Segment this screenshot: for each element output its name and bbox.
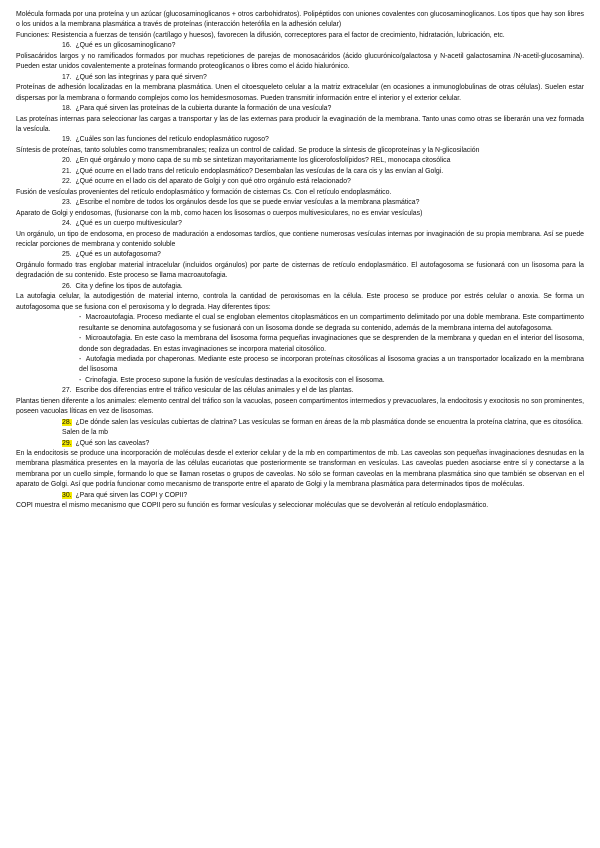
question-26 [16,282,584,292]
question-19 [16,135,584,145]
question-number: 23. [62,199,72,207]
question-17 [16,73,584,83]
answer-25: Orgánulo formado tras englobar material intracelular (incluidos orgánulos) por parte de cisternas de retículo endoplasmático. El autofagosoma se fusionará con un lisosoma para la degradación de su contenido. Este proceso se llama macroautofagia. [16,261,584,280]
question-text: ¿Qué es un glicosaminoglicano? [75,42,176,50]
question-18 [16,104,584,114]
autophagy-type-chaperone: - Autofagia mediada por chaperonas. Mediante este proceso se incorporan proteínas citosólicas al lisosoma gracias a un transportador localizado en la membrana del lisosoma [79,355,584,374]
question-number: 19. [62,136,72,144]
question-text: ¿Qué son las caveolas? [75,439,150,447]
answer-24: Un orgánulo, un tipo de endosoma, en proceso de maduración a endosomas tardíos, que contiene numerosas vesículas internas por invaginación de su propia membrana. Así se puede reciclar porciones de membrana y contenido soluble [16,230,584,248]
answer-16: Polisacáridos largos y no ramificados formados por muchas repeticiones de parejas de monosacáridos (ácido glucurónico/galactosa y N-acetil galactosamina /N-acetil-glucosamina). Pueden estar unidos covalentemente a proteínas formando proteoglicanos o libres como el ácido hialurónico. [16,52,584,71]
question-text: ¿Qué es un autofagosoma? [75,251,161,259]
question-number: 18. [62,105,72,113]
answer-28: Las vesículas se forman en áreas de la mb plasmática donde se encuentra la proteína clatrina, que es citosólica. Salen de la mb [62,418,583,437]
question-22 [16,177,584,187]
question-text: ¿Escribe el nombre de todos los orgánulos desde los que se puede enviar vesículas a la membrana plasmática? [75,199,420,207]
question-number: 16. [62,42,72,50]
autophagy-type-macro: - Macroautofagia. Proceso mediante el cual se engloban elementos citoplasmáticos en un compartimento delimitado por una doble membrana. Este compartimento resultante se denomina autofagosoma y se fusionará con un lisosoma donde se degrada su contenido, además de la membrana interna del autofagosoma. [79,314,584,332]
answer-29: En la endocitosis se produce una incorporación de moléculas desde el exterior celular y de la mb en compartimentos de mb. Las caveolas son pequeñas invaginaciones desnudas en la membrana plasmática presentes en la mayoría de las células eucariotas que posteriormente se transforman en vesículas. Las caveolas pueden asociarse entre sí y conectarse a la membrana por un cuello simple, formando lo que se llaman rosetas o grupos de caveolas. No sólo se forman caveolas en la membrana plasmática sino que también se observan en el aparato de Golgi. Así que podría funcionar como mecanismo de transporte entre el aparato de Golgi y la membrana plasmática para determinados tipos de moléculas. [16,450,584,489]
question-text: Escribe dos diferencias entre el tráfico vesicular de las células animales y el de las plantas. [75,387,354,395]
question-number: 17. [62,73,72,81]
question-24 [16,219,584,229]
question-21 [16,167,584,177]
answer-30: COPI muestra el mismo mecanismo que COPII pero su función es formar vesículas y seleccionar moléculas que se devolverán al retículo endoplasmático. [16,502,489,510]
question-20 [16,156,584,166]
bullet-text: Crinofagia. Este proceso supone la fusión de vesículas destinadas a la exocitosis con el lisosoma. [85,376,385,384]
question-30 [16,491,584,501]
question-text: ¿Qué ocurre en el lado cis del aparato de Golgi y con qué otro orgánulo está relacionado? [75,178,351,186]
question-text: ¿Para qué sirven las proteínas de la cubierta durante la formación de una vesícula? [75,105,332,113]
question-text: ¿En qué orgánulo y mono capa de su mb se sintetizan mayoritariamente los glicerofosfolípidos? REL, monocapa citosólica [75,157,451,165]
question-number-highlight: 30. [62,491,72,499]
question-number: 21. [62,167,72,175]
question-16 [16,41,584,51]
question-25 [16,250,584,260]
question-number-highlight: 28. [62,418,72,426]
question-text: ¿De dónde salen las vesículas cubiertas de clatrina? [75,418,237,426]
answer-23: Aparato de Golgi y endosomas, (fusionarse con la mb, como hacen los lisosomas o cuerpos multivesiculares, no es enviar vesículas) [16,209,423,217]
answer-19: Síntesis de proteínas, tanto solubles como transmembranales; realiza un control de calidad. Se produce la síntesis de glicoproteínas y la N-glicosilación [16,146,480,154]
answer-26: La autofagia celular, la autodigestión de material interno, controla la cantidad de peroxisomas en la célula. Este proceso se produce por estrés celular o anoxia. Se forma un autofagosoma que se fusiona con el peroxisoma y lo degrada. Hay diferentes tipos: [16,293,584,311]
bullet-text: Macroautofagia. Proceso mediante el cual se engloban elementos citoplasmáticos en un compartimento delimitado por una doble membrana. Este compartimento resultante se denomina autofagosoma y se fusionará con un lisosoma donde se degrada su contenido, además de la membrana interna del autofagosoma. [79,314,584,332]
question-number: 22. [62,178,72,186]
question-28 [16,418,584,439]
question-number-highlight: 29. [62,439,72,447]
question-number: 27. [62,387,72,395]
answer-17: Proteínas de adhesión localizadas en la membrana plasmática. Unen el citoesqueleto celular a la matriz extracelular (en ocasiones a inmunoglobulinas de otras células). Suelen estar dispersas por la membrana o formando complejos como los hemidesmosomas. Pueden transmitir información entre el interior y el exterior celular. [16,84,584,102]
bullet-text: Autofagia mediada por chaperonas. Mediante este proceso se incorporan proteínas citosólicas al lisosoma gracias a un transportador localizado en la membrana del lisosoma [79,355,584,374]
question-29 [16,439,584,449]
question-number: 24. [62,220,72,228]
autophagy-type-micro: - Microautofagia. En este caso la membrana del lisosoma forma pequeñas invaginaciones que se desprenden de la membrana y quedan en el interior del lisosoma, donde son degradadas. En estas invaginaciones se incorpora material citosólico. [79,335,584,353]
question-27 [16,386,584,396]
answer-22: Fusión de vesículas provenientes del retículo endoplasmático y formación de cisternas Cs. Con el retículo endoplasmático. [16,188,392,196]
intro-paragraph: Molécula formada por una proteína y un azúcar (glucosaminoglicanos + otros carbohidratos). Polipéptidos con uniones covalentes con glucosaminoglicanos. Los tipos que hay son libres o los unidos a la membrana plasmática a través de proteínas (interacción heterófila en la adhesión celular) [16,11,584,29]
answer-27: Plantas tienen diferente a los animales: elemento central del tráfico son la vacuolas, poseen compartimentos intermedios y prevacuolares, la endocitosis y exocitosis no son prominentes, poseen vacuolas líticas en vez de lisosomas. [16,397,584,416]
question-text: ¿Cuáles son las funciones del retículo endoplasmático rugoso? [75,136,269,144]
autophagy-type-crinophagy: - Crinofagia. Este proceso supone la fusión de vesículas destinadas a la exocitosis con el lisosoma. [79,376,385,384]
question-text: Cita y define los tipos de autofagia. [75,282,183,290]
bullet-text: Microautofagia. En este caso la membrana del lisosoma forma pequeñas invaginaciones que se desprenden de la membrana y quedan en el interior del lisosoma, donde son degradadas. En estas invaginaciones se incorpora material citosólico. [79,335,584,353]
question-number: 20. [62,157,72,165]
question-number: 26. [62,282,72,290]
question-text: ¿Qué son las integrinas y para qué sirven? [75,73,207,81]
question-text: ¿Qué ocurre en el lado trans del retículo endoplasmático? Desembalan las vesículas de la cara cis y las envían al Golgi. [75,167,444,175]
question-text: ¿Para qué sirven las COPI y COPII? [75,491,188,499]
question-number: 25. [62,251,72,259]
answer-18: Las proteínas internas para seleccionar las cargas a transportar y las de las externas para producir la evaginación de la membrana. Tanto unas como otras se liberarán una vez formada la vesícula. [16,115,584,133]
question-text: ¿Qué es un cuerpo multivesicular? [75,220,182,228]
functions-paragraph: Funciones: Resistencia a fuerzas de tensión (cartílago y huesos), favorecen la difusión, correceptores para el factor de crecimiento, hidratación, lubricación, etc. [16,31,505,39]
question-23 [16,198,584,208]
